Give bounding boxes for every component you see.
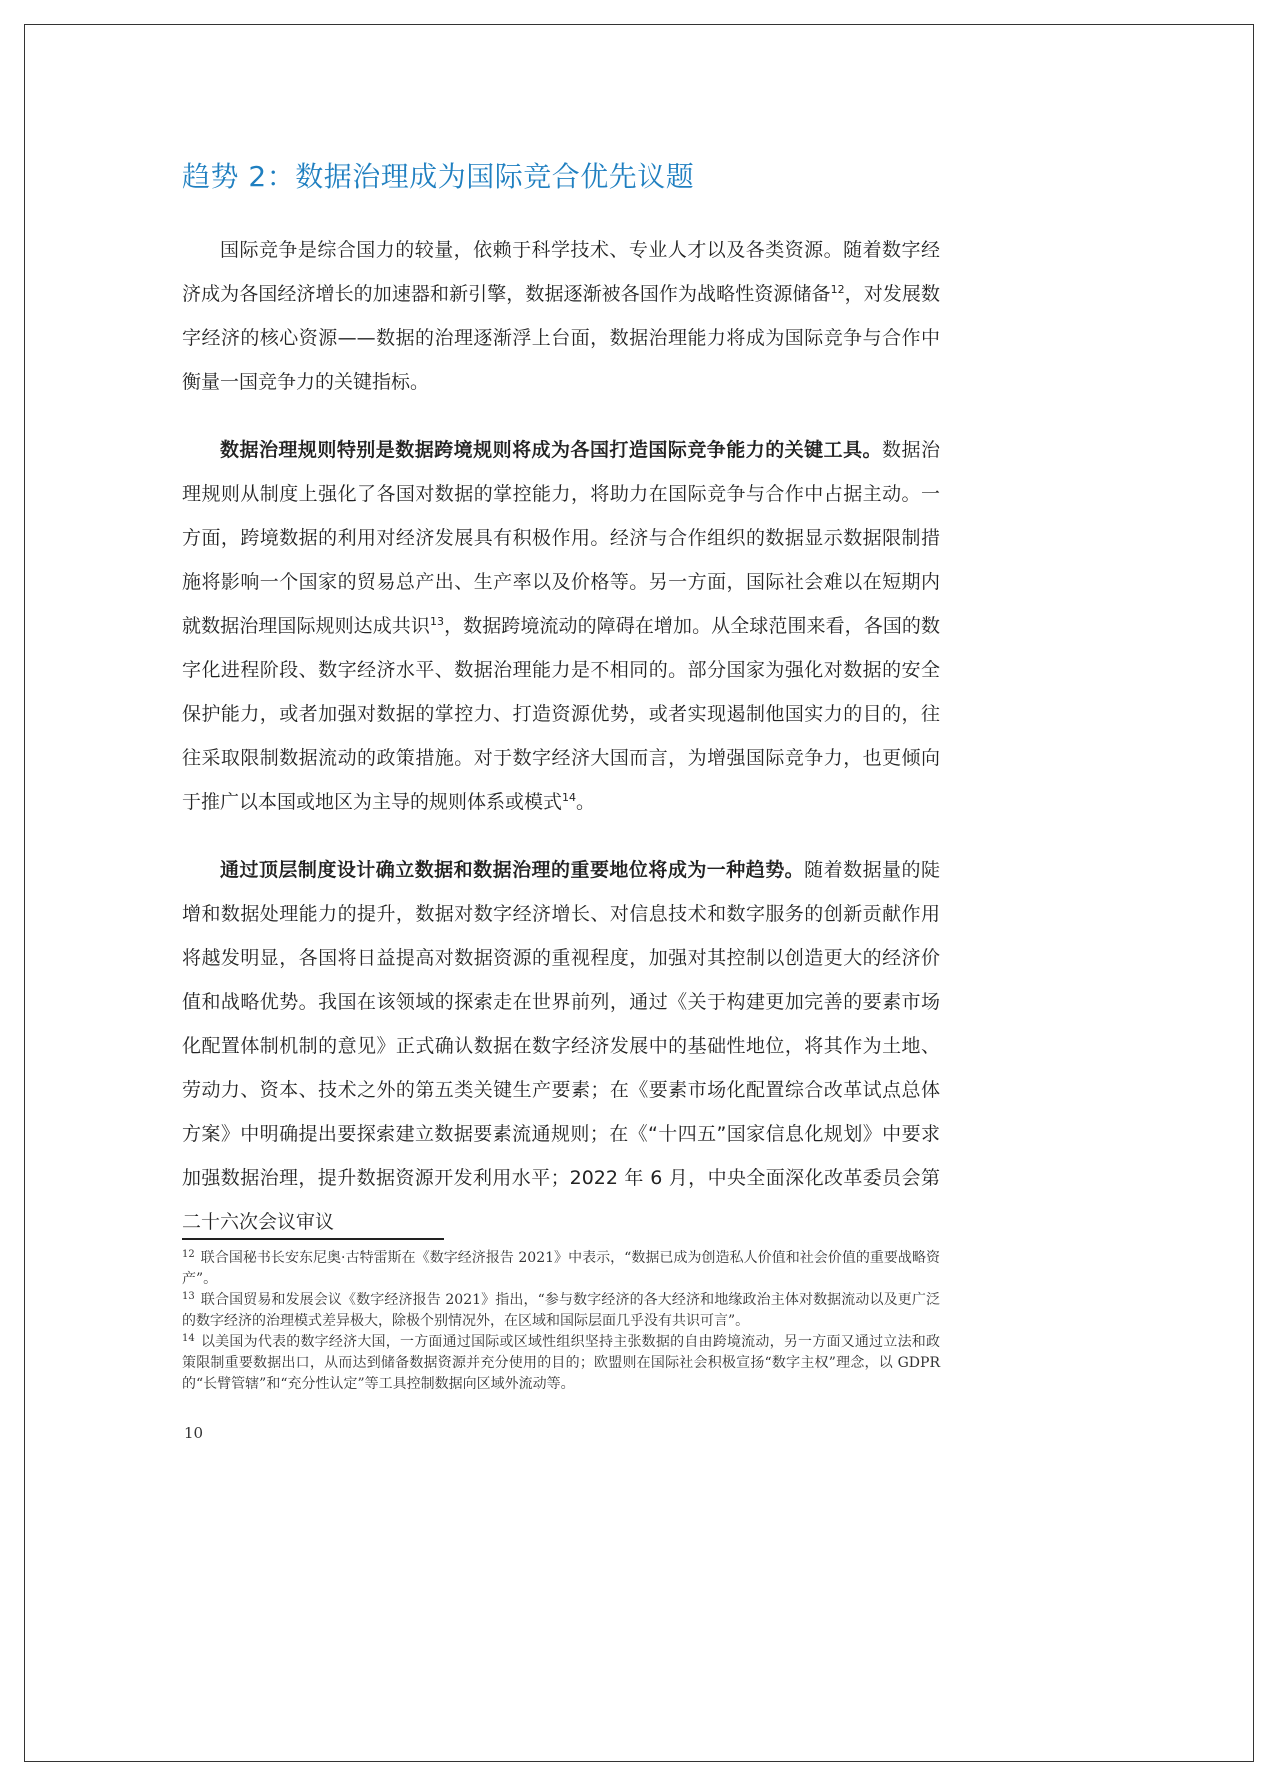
footnote-number: 13 (182, 1291, 195, 1302)
footnote-divider (182, 1238, 444, 1240)
paragraph-3-text-a: 随着数据量的陡增和数据处理能力的提升，数据对数字经济增长、对信息技术和数字服务的创新贡献作用将越发明显，各国将日益提高对数据资源的重视程度，加强对其控制以创造更大的经济价值和战略优势。我国在该领域的探索走在世界前列，通过《关于构建更加完善的要素市场化配置体制机制的意见》正式确认数据在数字经济发展中的基础性地位，将其作为土地、劳动力、资本、技术之外的第五类关键生产要素；在《要素市场化配置综合改革试点总体方案》中明确提出要探索建立数据要素流通规则；在《“十四五”国家信息化规划》中要求加强数据治理，提升数据资源开发利用水平；2022 年 6 月，中央全面深化改革委员会第二十六次会议审议 (182, 859, 940, 1233)
paragraph-2-lead: 数据治理规则特别是数据跨境规则将成为各国打造国际竞争能力的关键工具。 (220, 439, 883, 461)
footnote-14 (182, 1332, 940, 1395)
paragraph-1 (182, 228, 940, 404)
paragraph-2-text-a: 数据治理规则从制度上强化了各国对数据的掌控能力，将助力在国际竞争与合作中占据主动。一方面，跨境数据的利用对经济发展具有积极作用。经济与合作组织的数据显示数据限制措施将影响一个国家的贸易总产出、生产率以及价格等。另一方面，国际社会难以在短期内就数据治理国际规则达成共识 (182, 439, 940, 637)
paragraph-3-lead: 通过顶层制度设计确立数据和数据治理的重要地位将成为一种趋势。 (220, 859, 805, 881)
paragraph-1-text-a: 国际竞争是综合国力的较量，依赖于科学技术、专业人才以及各类资源。随着数字经济成为各国经济增长的加速器和新引擎，数据逐渐被各国作为战略性资源储备 (182, 239, 940, 305)
footnote-ref-13[interactable]: 13 (430, 615, 444, 628)
footnote-text: 联合国秘书长安东尼奥·古特雷斯在《数字经济报告 2021》中表示，“数据已成为创造私人价值和社会价值的重要战略资产”。 (182, 1250, 940, 1287)
paragraph-2-text-b: ，数据跨境流动的障碍在增加。从全球范围来看，各国的数字化进程阶段、数字经济水平、数据治理能力是不相同的。部分国家为强化对数据的安全保护能力，或者加强对数据的掌控力、打造资源优势，或者实现遏制他国实力的目的，往往采取限制数据流动的政策措施。对于数字经济大国而言，为增强国际竞争力，也更倾向于推广以本国或地区为主导的规则体系或模式 (182, 615, 940, 813)
paragraph-3 (182, 848, 940, 1244)
footnote-12 (182, 1248, 940, 1290)
footnote-text: 联合国贸易和发展会议《数字经济报告 2021》指出，“参与数字经济的各大经济和地缘政治主体对数据流动以及更广泛的数字经济的治理模式差异极大，除极个别情况外，在区域和国际层面几乎没有共识可言”。 (182, 1292, 940, 1329)
footnotes (182, 1248, 940, 1395)
paragraph-1-text-b: ，对发展数字经济的核心资源——数据的治理逐渐浮上台面，数据治理能力将成为国际竞争与合作中衡量一国竞争力的关键指标。 (182, 283, 940, 393)
paragraph-2 (182, 428, 940, 824)
footnote-13 (182, 1290, 940, 1332)
paragraph-2-text-c: 。 (576, 791, 596, 813)
page-number: 10 (184, 1424, 204, 1442)
footnote-text: 以美国为代表的数字经济大国，一方面通过国际或区域性组织坚持主张数据的自由跨境流动，另一方面又通过立法和政策限制重要数据出口，从而达到储备数据资源并充分使用的目的；欧盟则在国际社会积极宣扬“数字主权”理念，以 GDPR 的“长臂管辖”和“充分性认定”等工具控制数据向区域外流动等。 (182, 1334, 940, 1392)
section-heading: 趋势 2：数据治理成为国际竞合优先议题 (182, 160, 695, 193)
footnote-ref-14[interactable]: 14 (562, 791, 577, 804)
footnote-ref-12[interactable]: 12 (830, 283, 845, 296)
footnote-number: 12 (182, 1249, 195, 1260)
footnote-number: 14 (182, 1333, 195, 1344)
